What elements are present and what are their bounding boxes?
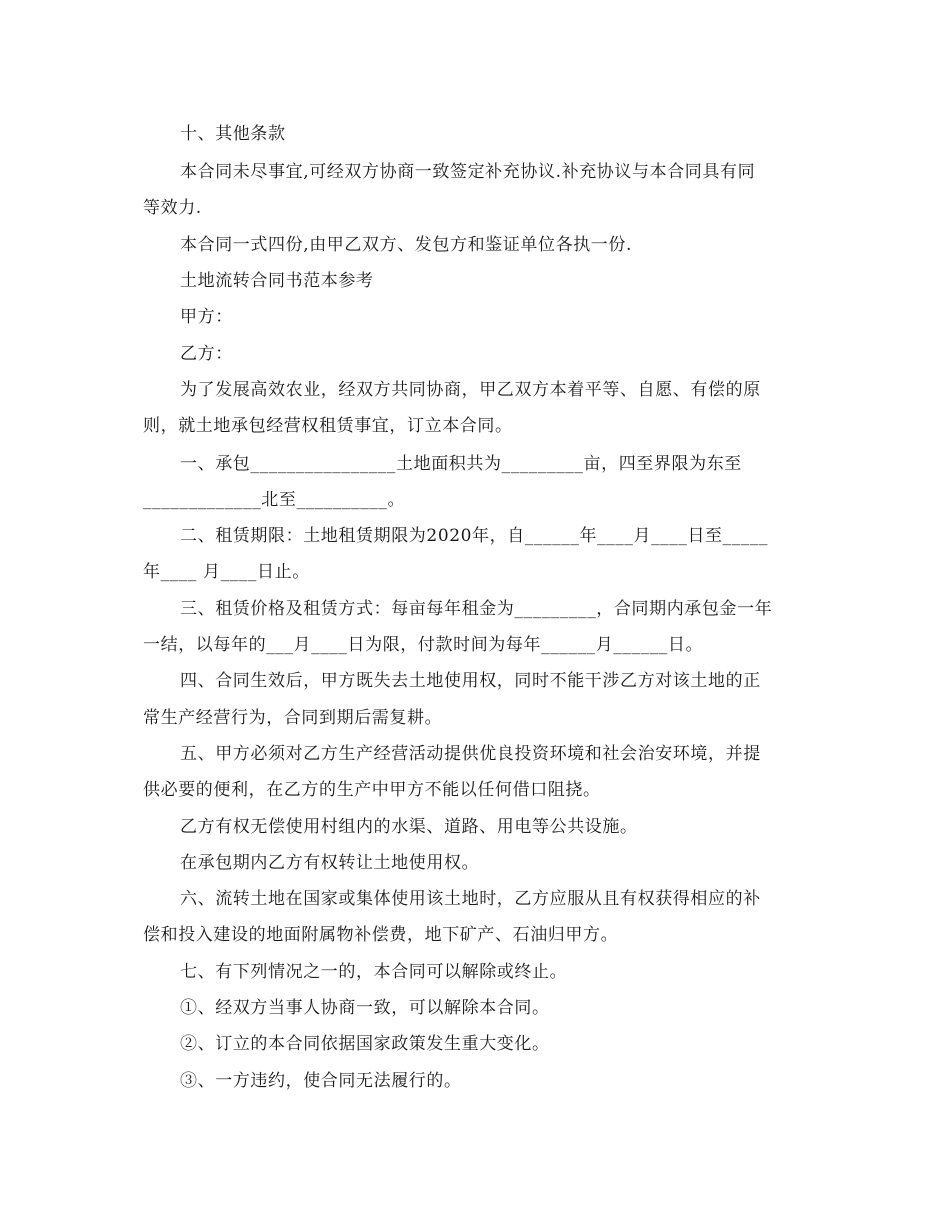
- party-b-line: 乙方：: [180, 344, 233, 364]
- paragraph-line: 等效力.: [143, 198, 202, 218]
- party-a-line: 甲方：: [180, 307, 233, 327]
- clause-line: 七、有下列情况之一的，本合同可以解除或终止。: [180, 962, 568, 982]
- clause-line: 乙方有权无偿使用村组内的水渠、道路、用电等公共设施。: [180, 817, 638, 837]
- clause-line: 二、租赁期限：土地租赁期限为2020年，自______年____月____日至_____: [180, 526, 769, 546]
- clause-line: 四、合同生效后，甲方既失去土地使用权，同时不能干涉乙方对该土地的正: [180, 671, 761, 691]
- paragraph-line: 本合同未尽事宜,可经双方协商一致签定补充协议.补充协议与本合同具有同: [180, 162, 756, 182]
- paragraph-line: 为了发展高效农业，经双方共同协商，甲乙双方本着平等、自愿、有偿的原: [180, 380, 761, 400]
- clause-line: 偿和投入建设的地面附属物补偿费，地下矿产、石油归甲方。: [143, 925, 619, 945]
- clause-line: 三、租赁价格及租赁方式：每亩每年租金为_________，合同期内承包金一年: [180, 599, 773, 619]
- clause-line: 一、承包________________土地面积共为_________亩，四至界限为东至: [180, 454, 742, 474]
- clause-line: 供必要的便利，在乙方的生产中甲方不能以任何借口阻挠。: [143, 780, 601, 800]
- list-item: ③、一方违约，使合同无法履行的。: [180, 1071, 462, 1091]
- paragraph-line: 则，就土地承包经营权租赁事宜，订立本合同。: [143, 416, 513, 436]
- clause-line: 五、甲方必须对乙方生产经营活动提供优良投资环境和社会治安环境，并提: [180, 744, 761, 764]
- clause-line: 在承包期内乙方有权转让土地使用权。: [180, 853, 480, 873]
- clause-line: 六、流转土地在国家或集体使用该土地时，乙方应服从且有权获得相应的补: [180, 889, 761, 909]
- clause-line: 年____ 月____日止。: [143, 562, 310, 582]
- list-item: ①、经双方当事人协商一致，可以解除本合同。: [180, 998, 550, 1018]
- paragraph-line: 本合同一式四份,由甲乙双方、发包方和鉴证单位各执一份.: [180, 235, 633, 255]
- section-heading-other-terms: 十、其他条款: [180, 124, 286, 144]
- list-item: ②、订立的本合同依据国家政策发生重大变化。: [180, 1034, 550, 1054]
- clause-line: _____________北至__________。: [143, 490, 406, 510]
- contract-title: 土地流转合同书范本参考: [180, 271, 374, 291]
- clause-line: 常生产经营行为，合同到期后需复耕。: [143, 708, 443, 728]
- clause-line: 一结，以每年的___月____日为限，付款时间为每年______月______日。: [143, 635, 704, 655]
